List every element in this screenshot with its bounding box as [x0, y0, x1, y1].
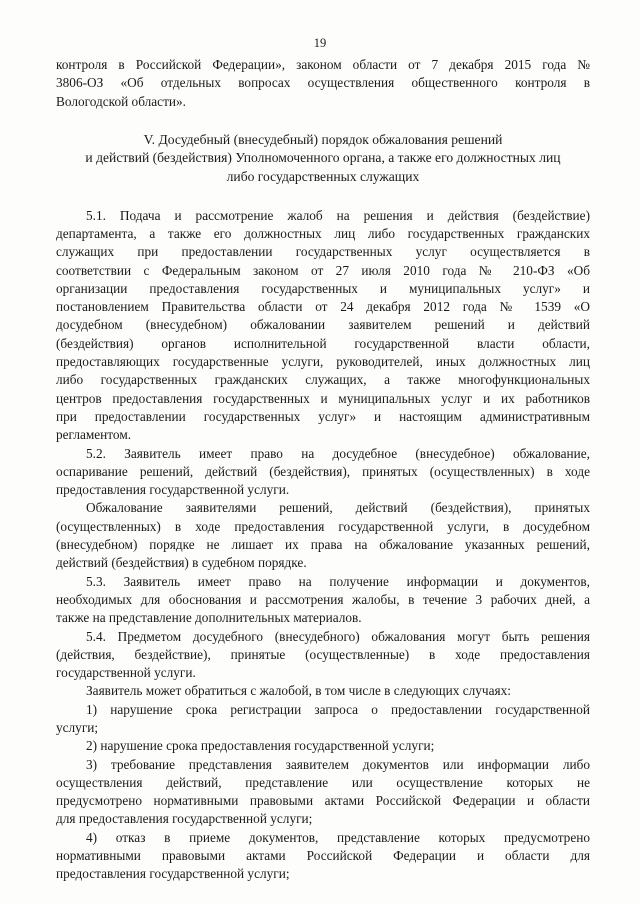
text-line: Заявитель может обратиться с жалобой, в том числе в следующих случаях: [86, 683, 511, 699]
text-line: 5.4. Предметом досудебного (внесудебного) обжалования могут быть решения [86, 628, 590, 644]
text-line: либо государственных гражданских служащих, а также многофункциональных [56, 372, 590, 388]
text-line: осуществления действий, представление или осуществление которых не [56, 774, 590, 790]
paragraph-5-3 [56, 573, 590, 628]
text-line: (бездействия) органов исполнительной государственной власти области, [56, 335, 590, 351]
text-line: соответствии с Федеральным законом от 27 июля 2010 года № 210-ФЗ «Об [56, 262, 590, 278]
text-line: оспаривание решений, действий (бездействия), принятых (осуществленных) в ходе [56, 463, 590, 479]
paragraph-5-1 [56, 207, 590, 445]
text-line: служащих при предоставлении государственных услуг осуществляется в [56, 244, 590, 260]
text-line: 5.2. Заявитель имеет право на досудебное (внесудебное) обжалование, [86, 445, 590, 461]
paragraph-cases-intro [56, 682, 590, 700]
heading-line: V. Досудебный (внесудебный) порядок обжалования решений [143, 131, 503, 147]
text-line: регламентом. [56, 427, 132, 443]
paragraph-appeal [56, 499, 590, 572]
text-line: постановлением Правительства области от 24 декабря 2012 года № 1539 «О [56, 299, 590, 315]
continuation-paragraph [56, 56, 590, 111]
text-line: Вологодской области». [56, 93, 186, 109]
text-line: для предоставления государственной услуги; [56, 811, 313, 827]
text-line: предусмотрено нормативными правовыми актами Российской Федерации и области [56, 793, 590, 809]
text-line: при предоставлении государственных услуг» и настоящим административным [56, 408, 590, 424]
text-line: досудебном (внесудебном) обжаловании заявителем решений и действий [56, 317, 590, 333]
text-line: услуги; [56, 719, 99, 735]
text-line: контроля в Российской Федерации», законом области от 7 декабря 2015 года № [56, 57, 590, 72]
text-line: предоставляющих государственные услуги, руководителей, иных должностных лиц [56, 354, 590, 370]
text-line: 2) нарушение срока предоставления государственной услуги; [86, 738, 435, 754]
paragraph-5-4 [56, 628, 590, 683]
text-line: предоставления государственной услуги; [56, 866, 290, 882]
list-item-3 [56, 756, 590, 829]
page-number: 19 [313, 36, 327, 50]
text-line: 5.3. Заявитель имеет право на получение информации и документов, [86, 573, 590, 589]
text-line: необходимых для обоснования и рассмотрения жалобы, в течение 3 рабочих дней, а [56, 591, 590, 607]
heading-line: и действий (бездействия) Уполномоченного органа, а также его должностных лиц [85, 150, 561, 166]
text-line: 3806-ОЗ «Об отдельных вопросах осуществления общественного контроля в [56, 75, 590, 91]
text-line: нормативными правовыми актами Российской Федерации и области для [56, 848, 590, 864]
text-line: 3) требование представления заявителем документов или информации либо [86, 756, 590, 772]
list-item-4 [56, 829, 590, 884]
text-line: (действия, бездействие), принятые (осуществленные) в ходе предоставления [56, 646, 590, 662]
text-line: (осуществленных) в ходе предоставления государственной услуги, в досудебном [56, 518, 590, 534]
paragraph-5-2 [56, 445, 590, 500]
text-line: организации предоставления государственных и муниципальных услуг» и [56, 280, 590, 296]
text-line: центров предоставления государственных и муниципальных услуг и их работников [56, 390, 590, 406]
text-line: департамента, а также его должностных лиц либо государственных гражданских [56, 225, 590, 241]
document-body [56, 56, 590, 884]
text-line: 1) нарушение срока регистрации запроса о предоставлении государственной [86, 701, 590, 717]
section-heading [56, 131, 590, 187]
text-line: также на представление дополнительных материалов. [56, 610, 362, 626]
text-line: действий (бездействия) в судебном порядке. [56, 555, 307, 571]
text-line: 5.1. Подача и рассмотрение жалоб на решения и действия (бездействие) [86, 207, 590, 223]
text-line: Обжалование заявителями решений, действий (бездействия), принятых [86, 500, 590, 516]
text-line: государственной услуги. [56, 665, 196, 681]
text-line: (внесудебном) порядке не лишает их права на обжалование указанных решений, [56, 537, 590, 553]
text-line: предоставления государственной услуги. [56, 482, 290, 498]
list-item-2 [56, 737, 590, 755]
heading-line: либо государственных служащих [226, 169, 420, 185]
list-item-1 [56, 701, 590, 738]
text-line: 4) отказ в приеме документов, представление которых предусмотрено [86, 829, 590, 845]
